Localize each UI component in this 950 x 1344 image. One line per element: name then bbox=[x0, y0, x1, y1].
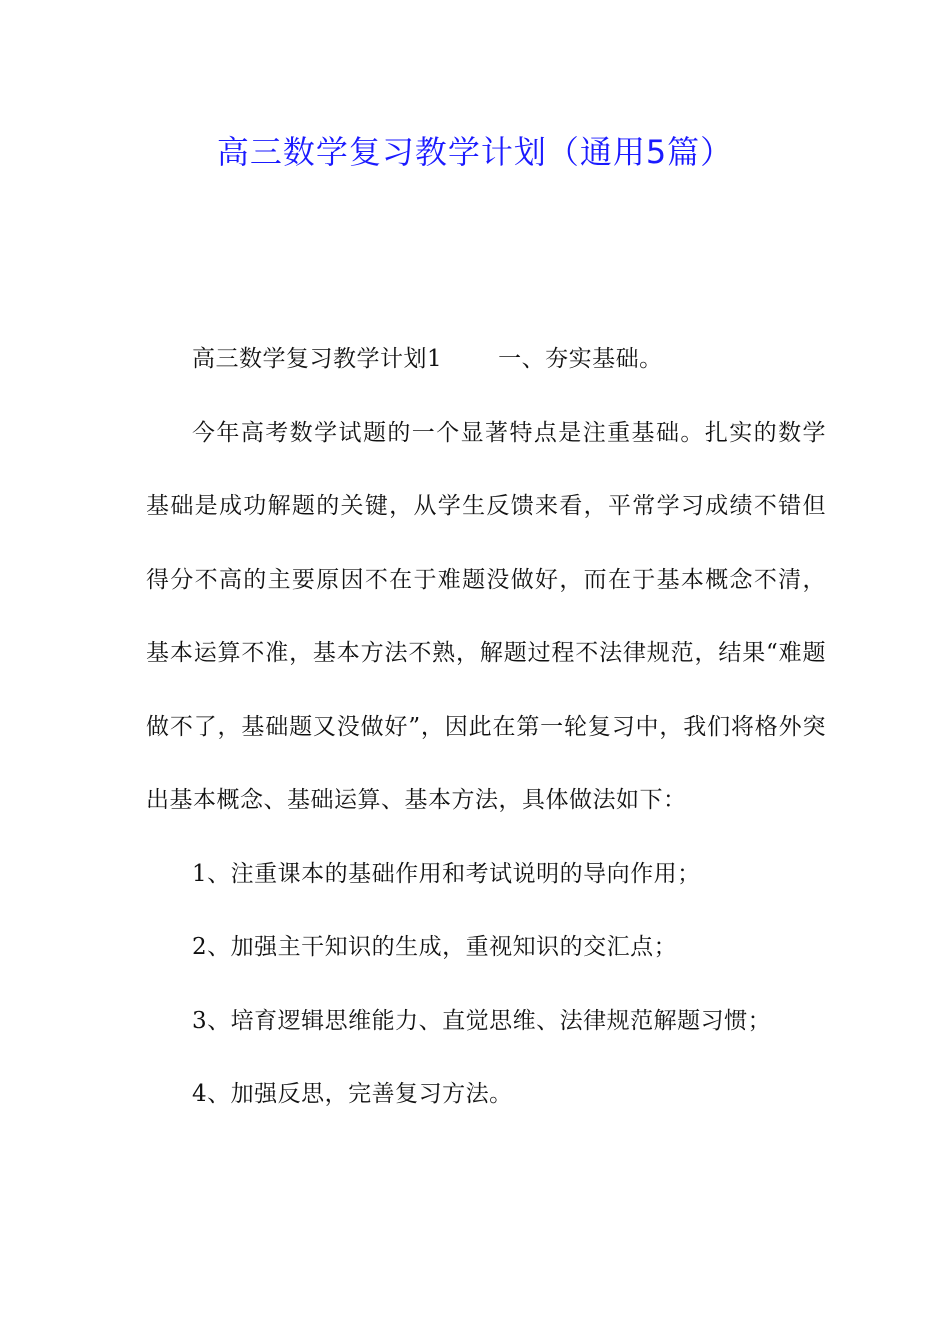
document-title: 高三数学复习教学计划（通用5篇） bbox=[216, 133, 734, 171]
paragraph-intro: 今年高考数学试题的一个显著特点是注重基础。扎实的数学基础是成功解题的关键，从学生反馈来看，平常学习成绩不错但得分不高的主要原因不在于难题没做好，而在于基本概念不清，基本运算不准，基本方法不熟，解题过程不法律规范，结果“难题做不了，基础题又没做好”，因此在第一轮复习中，我们将格外突出基本概念、基础运算、基本方法，具体做法如下： bbox=[146, 419, 826, 813]
document-body bbox=[146, 323, 826, 1132]
list-item-4: 4、加强反思，完善复习方法。 bbox=[192, 1081, 513, 1107]
section-title: 高三数学复习教学计划1 bbox=[192, 346, 443, 372]
list-item-3: 3、培育逻辑思维能力、直觉思维、法律规范解题习惯； bbox=[192, 1007, 772, 1034]
list-item-2: 2、加强主干知识的生成，重视知识的交汇点； bbox=[192, 934, 678, 960]
section-heading: 一、夯实基础。 bbox=[498, 346, 663, 372]
list-item-1: 1、注重课本的基础作用和考试说明的导向作用； bbox=[192, 860, 701, 887]
first-line bbox=[146, 323, 826, 397]
